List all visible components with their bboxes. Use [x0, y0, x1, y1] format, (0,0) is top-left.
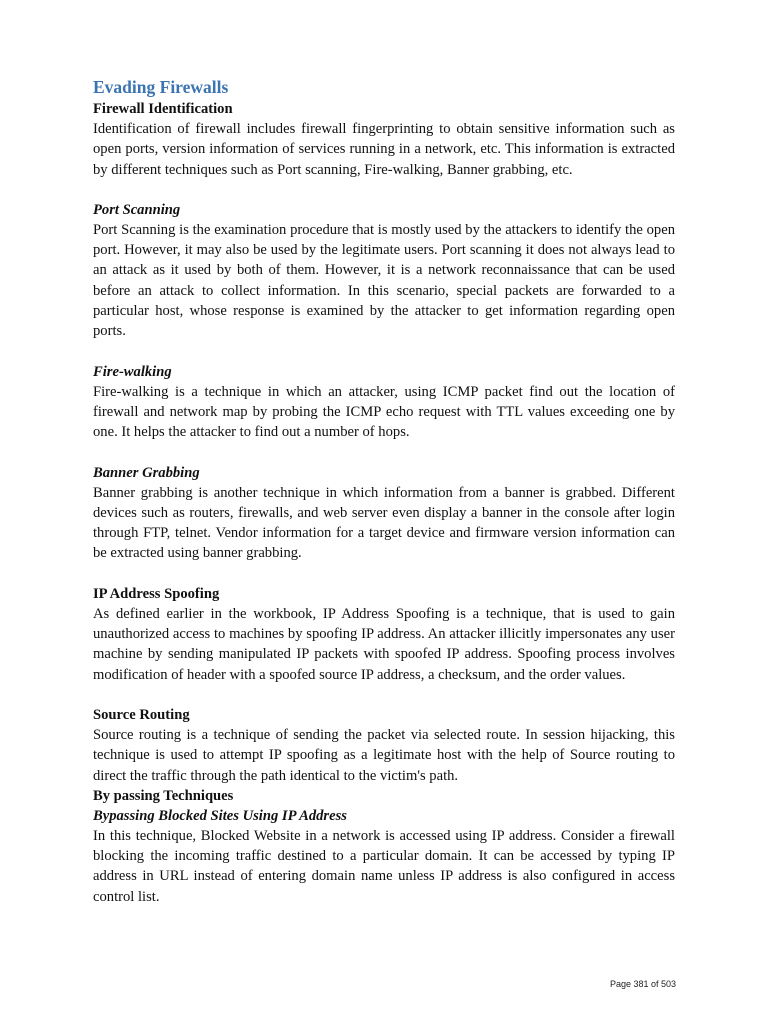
section-body: Port Scanning is the examination procedure that is mostly used by the attackers to identify the open port. However, it may also be used by the legitimate users. Port scanning it does not always lead to an attack as it used by both of them. However, it is a network reconnaissance that can be used before an attack to collect information. In this scenario, special packets are forwarded to a particular host, whose response is examined by the attacker to get information regarding open ports.	[93, 221, 675, 340]
section-subheading: Bypassing Blocked Sites Using IP Address	[93, 807, 347, 824]
section-source-routing	[93, 705, 675, 786]
section-firewall-identification	[93, 99, 675, 180]
section-heading: Firewall Identification	[93, 101, 233, 117]
section-body: In this technique, Blocked Website in a network is accessed using IP address. Consider a firewall blocking the incoming traffic destined to a particular domain. It can be accessed by typing IP address in URL instead of entering domain name unless IP address is also configured in access control list.	[93, 827, 675, 905]
page-title: Evading Firewalls	[93, 77, 229, 97]
section-heading: IP Address Spoofing	[93, 585, 220, 602]
page-number: Page 381 of 503	[609, 979, 676, 989]
section-heading: By passing Techniques	[93, 787, 234, 804]
section-port-scanning	[93, 200, 675, 342]
section-heading: Banner Grabbing	[93, 464, 200, 481]
section-bypassing-techniques	[93, 786, 675, 907]
section-body: Identification of firewall includes firewall fingerprinting to obtain sensitive information such as open ports, version information of services running in a network, etc. This information is extracted by different techniques such as Port scanning, Fire-walking, Banner grabbing, etc.	[93, 121, 675, 178]
section-body: Banner grabbing is another technique in which information from a banner is grabbed. Different devices such as routers, firewalls, and web server even display a banner in the console after login through FTP, telnet. Vendor information for a target device and firmware version information can be extracted using banner grabbing.	[93, 484, 675, 562]
section-heading: Source Routing	[93, 706, 190, 723]
section-body: Source routing is a technique of sending the packet via selected route. In session hijacking, this technique is used to attempt IP spoofing as a legitimate host with the help of Source routing to direct the traffic through the path identical to the victim's path.	[93, 726, 675, 784]
page-content	[93, 76, 675, 907]
section-body: As defined earlier in the workbook, IP Address Spoofing is a technique, that is used to gain unauthorized access to machines by spoofing IP address. An attacker illicitly impersonates any user machine by sending manipulated IP packets with spoofed IP address. Spoofing process involves modification of header with a spoofed source IP address, a checksum, and the order values.	[93, 605, 675, 683]
section-heading: Fire-walking	[93, 363, 172, 380]
section-banner-grabbing	[93, 463, 675, 564]
section-heading: Port Scanning	[93, 201, 181, 218]
section-ip-address-spoofing	[93, 584, 675, 685]
section-fire-walking	[93, 362, 675, 443]
section-body: Fire-walking is a technique in which an attacker, using ICMP packet find out the location of firewall and network map by probing the ICMP echo request with TTL values exceeding one by one. It helps the attacker to find out a number of hops.	[93, 383, 675, 441]
